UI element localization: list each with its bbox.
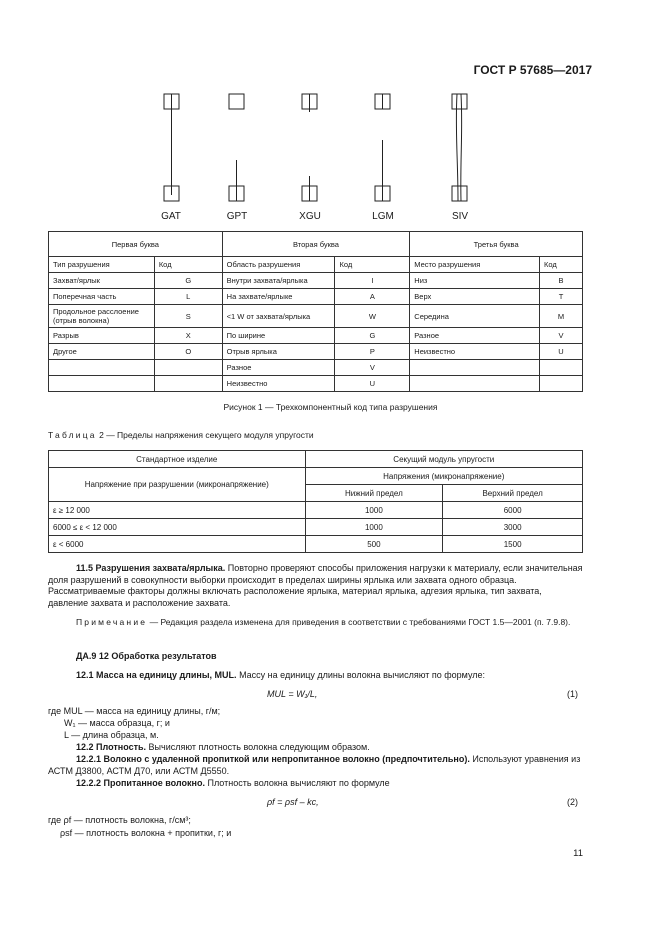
subheader-cell: Код <box>540 257 583 273</box>
cell: U <box>335 376 410 392</box>
formula-1: MUL = W₁/L, <box>267 689 318 699</box>
cell: 6000 <box>443 502 583 519</box>
t2-lower-header: Нижний предел <box>305 485 443 502</box>
cell: 1000 <box>305 519 443 536</box>
p11-5-body: Повторно проверяют способы приложения нагрузки к материалу, если значительная доля разрушений в совокупности выборки происходит в пределах ширины ярлыка или захвата одного образца. Рассматриваемые факторы должны включать расположение ярлыка, материал ярлыка, адгезия ярлыка, тип захвата, давление захвата и расположение захвата. <box>48 563 583 608</box>
cell <box>49 376 155 392</box>
subheader-cell: Область разрушения <box>222 257 335 273</box>
p12-2-body: Вычисляют плотность волокна следующим образом. <box>148 742 370 752</box>
cell: Разное <box>410 328 540 344</box>
cell <box>410 360 540 376</box>
where-rho-sf: ρsf — плотность волокна + пропитки, г; и <box>60 828 232 838</box>
paragraph-12-2 <box>76 742 586 754</box>
cell <box>49 360 155 376</box>
failure-code-figure <box>0 0 661 230</box>
document-code: ГОСТ Р 57685—2017 <box>473 63 592 77</box>
table-subheader-row <box>49 257 583 273</box>
table-row <box>49 360 583 376</box>
table-row <box>49 536 583 553</box>
cell: G <box>335 328 410 344</box>
table-row <box>49 519 583 536</box>
table-row <box>49 273 583 289</box>
cell: 1000 <box>305 502 443 519</box>
cell: 3000 <box>443 519 583 536</box>
t2-col2-header: Секущий модуль упругости <box>305 451 582 468</box>
cell: S <box>154 305 222 328</box>
cell: Отрыв ярлыка <box>222 344 335 360</box>
paragraph-12-2-2 <box>76 778 586 790</box>
cell: A <box>335 289 410 305</box>
table2-title <box>48 430 314 440</box>
specimen-gpt <box>229 94 244 201</box>
figure-label-xgu: XGU <box>299 211 321 222</box>
cell: M <box>540 305 583 328</box>
cell: 500 <box>305 536 443 553</box>
header-third-letter: Третья буква <box>410 232 583 257</box>
note-word: Примечание <box>76 617 148 627</box>
t2-col2-sub: Напряжения (микронапряжение) <box>305 468 582 485</box>
cell: O <box>154 344 222 360</box>
table2-title-rest: 2 — Пределы напряжения секущего модуля упругости <box>99 430 314 440</box>
p12-2-1-body: Используют уравнения из АСТМ Д3800, АСТМ Д70, или АСТМ Д5550. <box>48 754 581 776</box>
cell: ε < 6000 <box>49 536 306 553</box>
figure-label-gpt: GPT <box>226 211 248 222</box>
cell: V <box>335 360 410 376</box>
cell <box>154 360 222 376</box>
specimen-siv <box>452 94 467 201</box>
note <box>48 617 583 629</box>
cell <box>540 376 583 392</box>
cell: U <box>540 344 583 360</box>
secant-modulus-table <box>48 450 583 553</box>
where-mul: где MUL — масса на единицу длины, г/м; <box>48 706 221 716</box>
formula-2: ρf = ρsf – kc, <box>267 797 319 807</box>
formula-2-number: (2) <box>567 797 578 807</box>
specimen-xgu <box>302 94 317 201</box>
cell: Верх <box>410 289 540 305</box>
cell: 6000 ≤ ε < 12 000 <box>49 519 306 536</box>
header-second-letter: Вторая буква <box>222 232 410 257</box>
subheader-cell: Тип разрушения <box>49 257 155 273</box>
cell: B <box>540 273 583 289</box>
specimen-lgm <box>375 94 390 201</box>
cell: Неизвестно <box>410 344 540 360</box>
p12-2-2-body: Плотность волокна вычисляют по формуле <box>207 778 390 788</box>
p12-2-head: 12.2 Плотность. <box>76 742 147 752</box>
cell: <1 W от захвата/ярлыка <box>222 305 335 328</box>
cell: Неизвестно <box>222 376 335 392</box>
note-body: — Редакция раздела изменена для приведения в соответствии с требованиями ГОСТ 1.5—2001 (п. 7.9.8). <box>149 617 571 627</box>
p12-2-2-head: 12.2.2 Пропитанное волокно. <box>76 778 205 788</box>
cell: По ширине <box>222 328 335 344</box>
cell: Середина <box>410 305 540 328</box>
subheader-cell: Место разрушения <box>410 257 540 273</box>
cell: T <box>540 289 583 305</box>
cell <box>154 376 222 392</box>
paragraph-12-1 <box>76 670 586 682</box>
cell: Продольное расслоение (отрыв волокна) <box>49 305 155 328</box>
table-row <box>49 328 583 344</box>
p11-5-head: 11.5 Разрушения захвата/ярлыка. <box>76 563 226 573</box>
t2-upper-header: Верхний предел <box>443 485 583 502</box>
cell: W <box>335 305 410 328</box>
cell: Другое <box>49 344 155 360</box>
p12-1-head: 12.1 Масса на единицу длины, MUL. <box>76 670 237 680</box>
failure-code-table <box>48 231 583 392</box>
table-row <box>49 289 583 305</box>
figure-label-lgm: LGM <box>372 211 394 222</box>
figure-caption: Рисунок 1 — Трехкомпонентный код типа разрушения <box>223 402 438 412</box>
cell: I <box>335 273 410 289</box>
cell: Захват/ярлык <box>49 273 155 289</box>
where-w1: W₁ — масса образца, г; и <box>64 718 170 728</box>
cell: 1500 <box>443 536 583 553</box>
formula-1-number: (1) <box>567 689 578 699</box>
t2-col1-header: Стандартное изделие <box>49 451 306 468</box>
subheader-cell: Код <box>154 257 222 273</box>
table2-title-word: Таблица <box>48 430 97 440</box>
paragraph-11-5 <box>48 563 583 609</box>
subheader-cell: Код <box>335 257 410 273</box>
cell: Разное <box>222 360 335 376</box>
t2-col1-sub: Напряжение при разрушении (микронапряжение) <box>49 468 306 502</box>
figure-label-siv: SIV <box>451 211 469 222</box>
cell: X <box>154 328 222 344</box>
page-number: 11 <box>573 848 583 859</box>
cell: Разрыв <box>49 328 155 344</box>
cell: G <box>154 273 222 289</box>
header-first-letter: Первая буква <box>49 232 223 257</box>
table-row <box>49 344 583 360</box>
cell: V <box>540 328 583 344</box>
specimen-gat <box>164 94 179 201</box>
cell: ε ≥ 12 000 <box>49 502 306 519</box>
figure-label-gat: GAT <box>161 211 181 222</box>
cell: Низ <box>410 273 540 289</box>
table-row <box>49 502 583 519</box>
cell: P <box>335 344 410 360</box>
cell: На захвате/ярлыке <box>222 289 335 305</box>
table-row <box>49 376 583 392</box>
p12-2-1-head: 12.2.1 Волокно с удаленной пропиткой или непропитанное волокно (предпочтительно). <box>76 754 470 764</box>
cell: Внутри захвата/ярлыка <box>222 273 335 289</box>
cell: L <box>154 289 222 305</box>
section-da9: ДА.9 12 Обработка результатов <box>76 651 217 661</box>
p12-1-body: Массу на единицу длины волокна вычисляют по формуле: <box>239 670 486 680</box>
where-l: L — длина образца, м. <box>64 730 159 740</box>
cell <box>540 360 583 376</box>
where-rho-f: где ρf — плотность волокна, г/см³; <box>48 815 191 825</box>
table-row <box>49 305 583 328</box>
cell <box>410 376 540 392</box>
cell: Поперечная часть <box>49 289 155 305</box>
paragraph-12-2-1 <box>48 754 583 777</box>
